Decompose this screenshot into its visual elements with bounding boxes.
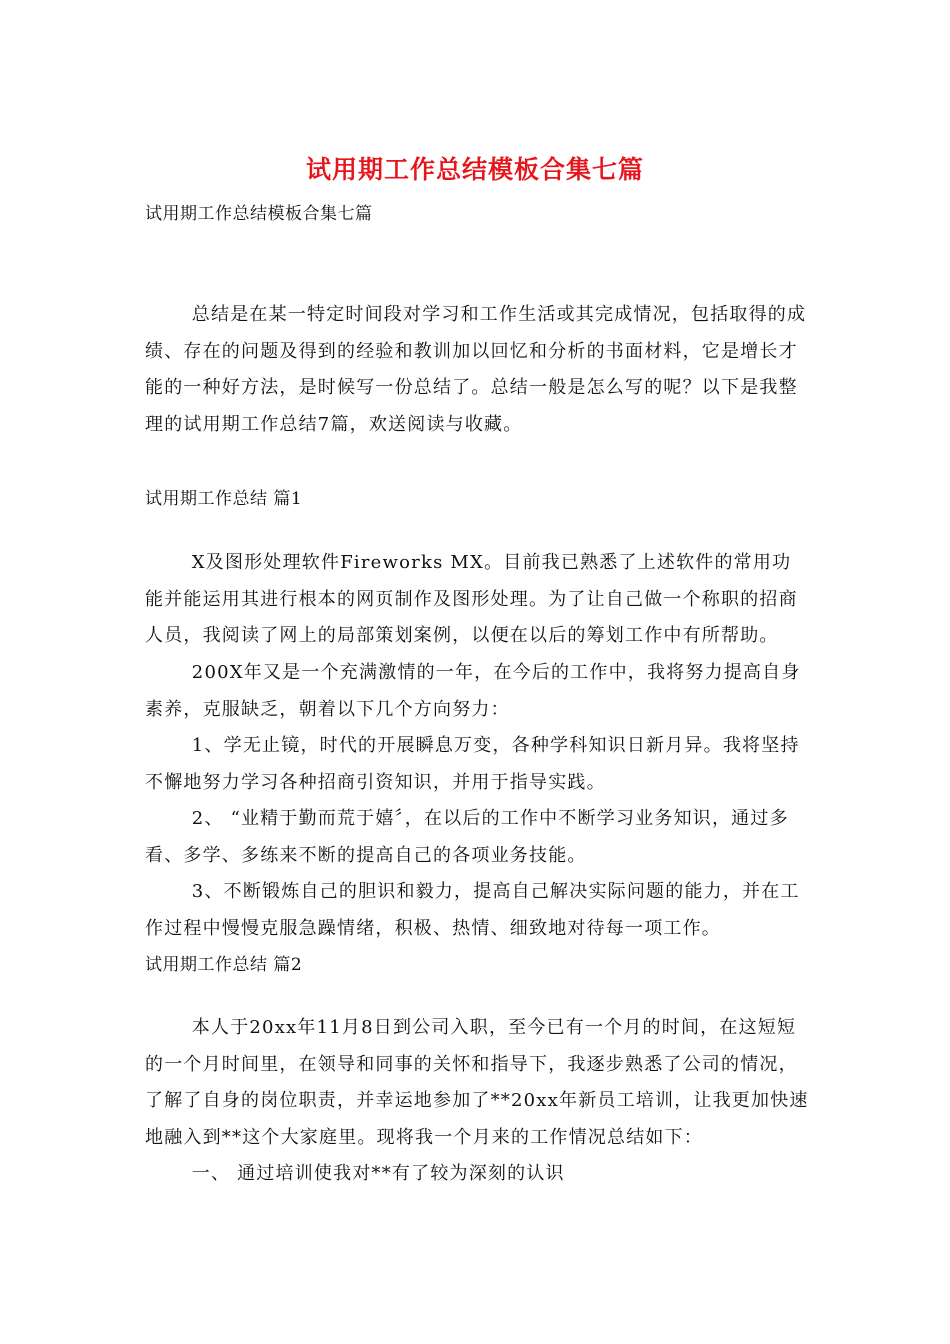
document-subtitle: 试用期工作总结模板合集七篇 [145,204,373,224]
section-1-paragraph-3: 1、学无止镜，时代的开展瞬息万变，各种学科知识日新月异。我将坚持不懈地努力学习各种招商引资知识，并用于指导实践。 [145,735,800,793]
section-1-paragraph-2: 200X年又是一个充满激情的一年，在今后的工作中，我将努力提高自身素养，克服缺乏，朝着以下几个方向努力： [145,662,801,720]
section-1-paragraph-5: 3、不断锻炼自己的胆识和毅力，提高自己解决实际问题的能力，并在工作过程中慢慢克服急躁情绪，积极、热情、细致地对待每一项工作。 [145,881,800,939]
document-title: 试用期工作总结模板合集七篇 [305,155,644,184]
section-2-paragraph-1: 本人于20xx年11月8日到公司入职，至今已有一个月的时间，在这短短的一个月时间里，在领导和同事的关怀和指导下，我逐步熟悉了公司的情况，了解了自身的岗位职责，并幸运地参加了**20xx年新员工培训，让我更加快速地融入到**这个大家庭里。现将我一个月来的工作情况总结如下： [145,1017,809,1148]
intro-paragraph: 总结是在某一特定时间段对学习和工作生活或其完成情况，包括取得的成绩、存在的问题及得到的经验和教训加以回忆和分析的书面材料，它是增长才能的一种好方法，是时候写一份总结了。总结一般是怎么写的呢？以下是我整理的试用期工作总结7篇，欢送阅读与收藏。 [145,304,807,435]
section-2-heading: 试用期工作总结 篇2 [145,955,303,975]
section-1-heading: 试用期工作总结 篇1 [145,489,303,509]
section-1-paragraph-4: 2、 “业精于勤而荒于嬉〞，在以后的工作中不断学习业务知识，通过多看、多学、多练来不断的提高自己的各项业务技能。 [145,808,789,866]
section-2-paragraph-2: 一、 通过培训使我对**有了较为深刻的认识 [191,1163,565,1184]
section-1-paragraph-1: X及图形处理软件Fireworks MX。目前我已熟悉了上述软件的常用功能并能运用其进行根本的网页制作及图形处理。为了让自己做一个称职的招商人员，我阅读了网上的局部策划案例，以便在以后的筹划工作中有所帮助。 [145,552,798,646]
